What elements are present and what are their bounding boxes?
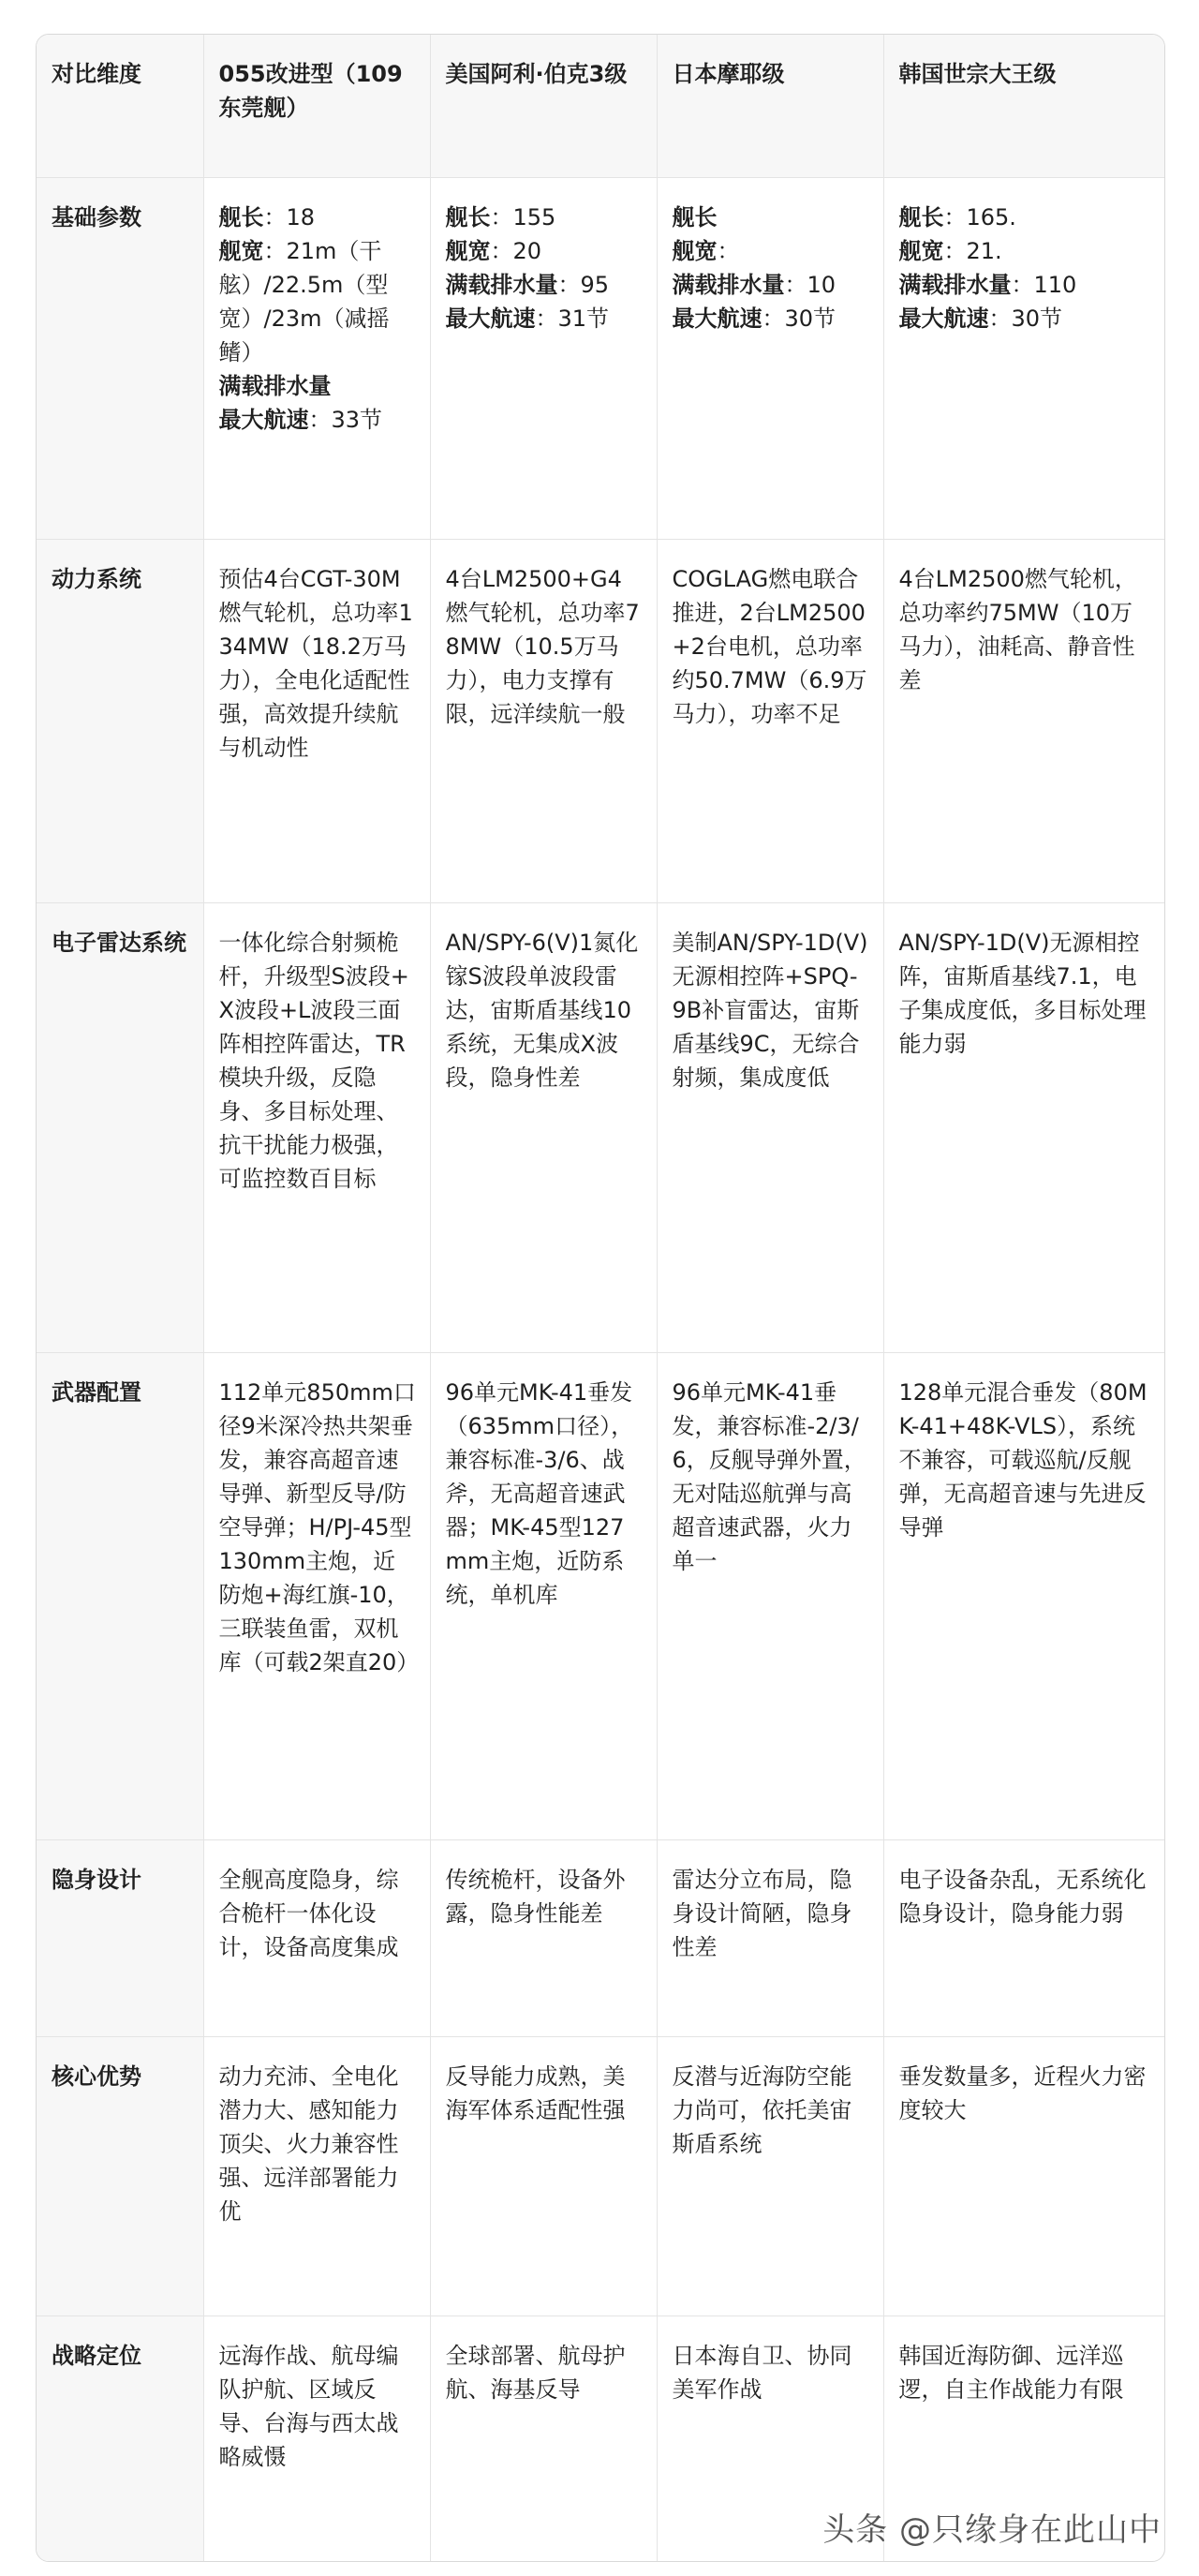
length-label: 舰长 xyxy=(445,203,491,231)
cell-sejong: AN/SPY-1D(V)无源相控阵，宙斯盾基线7.1，电子集成度低，多目标处理能力弱 xyxy=(883,902,1164,1352)
cell-maya: 96单元MK-41垂发，兼容标准-2/3/6，反舰导弹外置，无对陆巡航弹与高超音速武器，火力单一 xyxy=(657,1352,883,1839)
beam-label: 舰宽 xyxy=(898,237,944,264)
dimension-cell: 电子雷达系统 xyxy=(37,902,203,1352)
displacement-value: ：95 xyxy=(557,271,610,298)
row-radar-system xyxy=(37,902,1164,1352)
displacement-label: 满载排水量 xyxy=(898,271,1012,298)
cell-maya: 反潜与近海防空能力尚可，依托美宙斯盾系统 xyxy=(657,2036,883,2315)
beam-label: 舰宽 xyxy=(672,237,718,264)
length-label: 舰长 xyxy=(672,203,718,231)
cell-055: 动力充沛、全电化潜力大、感知能力顶尖、火力兼容性强、远洋部署能力优 xyxy=(203,2036,430,2315)
row-stealth xyxy=(37,1839,1164,2036)
cell-arleigh-burke: 传统桅杆，设备外露，隐身性能差 xyxy=(430,1839,657,2036)
beam-value: ：21m（干舷）/22.5m（型宽）/23m（减摇鳍） xyxy=(218,237,390,365)
header-arleigh-burke: 美国阿利·伯克3级 xyxy=(430,35,657,177)
cell-arleigh-burke: AN/SPY-6(V)1氮化镓S波段单波段雷达，宙斯盾基线10系统，无集成X波段，隐身性差 xyxy=(430,902,657,1352)
row-core-advantage xyxy=(37,2036,1164,2315)
length-label: 舰长 xyxy=(218,203,264,231)
watermark: 头条 @只缘身在此山中 xyxy=(822,2511,1162,2549)
header-row xyxy=(37,35,1164,177)
header-dimension: 对比维度 xyxy=(37,35,203,177)
displacement-label: 满载排水量 xyxy=(672,271,785,298)
beam-value: ：20 xyxy=(490,237,542,264)
displacement-value: ：10 xyxy=(784,271,836,298)
length-value: ：155 xyxy=(490,203,556,231)
cell-055: 一体化综合射频桅杆，升级型S波段+X波段+L波段三面阵相控阵雷达，TR模块升级，反隐身、多目标处理、抗干扰能力极强，可监控数百目标 xyxy=(203,902,430,1352)
cell-sejong: 128单元混合垂发（80MK-41+48K-VLS），系统不兼容，可载巡航/反舰弹，无高超音速与先进反导弹 xyxy=(883,1352,1164,1839)
cell-arleigh-burke: 反导能力成熟，美海军体系适配性强 xyxy=(430,2036,657,2315)
speed-value: ：30节 xyxy=(762,305,836,332)
dimension-cell: 核心优势 xyxy=(37,2036,203,2315)
header-055: 055改进型（109东莞舰） xyxy=(203,35,430,177)
dimension-cell: 动力系统 xyxy=(37,539,203,902)
comparison-table-frame xyxy=(36,34,1165,2562)
speed-value: ：31节 xyxy=(535,305,610,332)
cell-sejong: 韩国近海防御、远洋巡逻，自主作战能力有限 xyxy=(898,2342,1124,2403)
cell-055: 远海作战、航母编队护航、区域反导、台海与西太战略威慑 xyxy=(203,2315,430,2561)
row-power-system xyxy=(37,539,1164,902)
displacement-label: 满载排水量 xyxy=(445,271,558,298)
dimension-cell: 武器配置 xyxy=(37,1352,203,1839)
length-label: 舰长 xyxy=(898,203,944,231)
beam-label: 舰宽 xyxy=(445,237,491,264)
dimension-cell: 基础参数 xyxy=(37,177,203,539)
basic-cell-sejong xyxy=(883,177,1164,539)
beam-value: ：21. xyxy=(943,237,1002,264)
cell-055: 预估4台CGT-30M燃气轮机，总功率134MW（18.2万马力），全电化适配性强，高效提升续航与机动性 xyxy=(203,539,430,902)
basic-cell-arleigh-burke xyxy=(430,177,657,539)
cell-055: 112单元850mm口径9米深冷热共架垂发，兼容高超音速导弹、新型反导/防空导弹；H/PJ-45型130mm主炮，近防炮+海红旗-10，三联装鱼雷，双机库（可载2架直20） xyxy=(203,1352,430,1839)
cell-maya: COGLAG燃电联合推进，2台LM2500+2台电机，总功率约50.7MW（6.9万马力），功率不足 xyxy=(657,539,883,902)
comparison-table xyxy=(37,35,1164,2561)
dimension-cell: 战略定位 xyxy=(37,2315,203,2561)
speed-label: 最大航速 xyxy=(445,305,536,332)
speed-value: ：30节 xyxy=(988,305,1063,332)
basic-cell-055 xyxy=(203,177,430,539)
cell-arleigh-burke: 全球部署、航母护航、海基反导 xyxy=(430,2315,657,2561)
header-sejong: 韩国世宗大王级 xyxy=(883,35,1164,177)
row-basic-params xyxy=(37,177,1164,539)
cell-055: 全舰高度隐身，综合桅杆一体化设计，设备高度集成 xyxy=(203,1839,430,2036)
dimension-cell: 隐身设计 xyxy=(37,1839,203,2036)
displacement-label: 满载排水量 xyxy=(218,372,332,399)
cell-sejong: 4台LM2500燃气轮机，总功率约75MW（10万马力），油耗高、静音性差 xyxy=(883,539,1164,902)
speed-value: ：33节 xyxy=(308,406,383,433)
beam-label: 舰宽 xyxy=(218,237,264,264)
speed-label: 最大航速 xyxy=(898,305,989,332)
cell-sejong: 电子设备杂乱，无系统化隐身设计，隐身能力弱 xyxy=(883,1839,1164,2036)
basic-cell-maya xyxy=(657,177,883,539)
cell-arleigh-burke: 4台LM2500+G4燃气轮机，总功率78MW（10.5万马力），电力支撑有限，远洋续航一般 xyxy=(430,539,657,902)
displacement-value: ：110 xyxy=(1011,271,1077,298)
row-weapons xyxy=(37,1352,1164,1839)
beam-value: ： xyxy=(717,237,740,264)
speed-label: 最大航速 xyxy=(672,305,762,332)
length-value: ：18 xyxy=(263,203,316,231)
speed-label: 最大航速 xyxy=(218,406,309,433)
cell-maya: 日本海自卫、协同美军作战 xyxy=(657,2315,883,2561)
cell-maya: 雷达分立布局，隐身设计简陋，隐身性差 xyxy=(657,1839,883,2036)
cell-arleigh-burke: 96单元MK-41垂发（635mm口径），兼容标准-3/6、战斧，无高超音速武器；MK-45型127mm主炮，近防系统，单机库 xyxy=(430,1352,657,1839)
cell-sejong: 垂发数量多，近程火力密度较大 xyxy=(883,2036,1164,2315)
length-value: ：165. xyxy=(943,203,1016,231)
header-maya: 日本摩耶级 xyxy=(657,35,883,177)
cell-maya: 美制AN/SPY-1D(V)无源相控阵+SPQ-9B补盲雷达，宙斯盾基线9C，无综合射频，集成度低 xyxy=(657,902,883,1352)
